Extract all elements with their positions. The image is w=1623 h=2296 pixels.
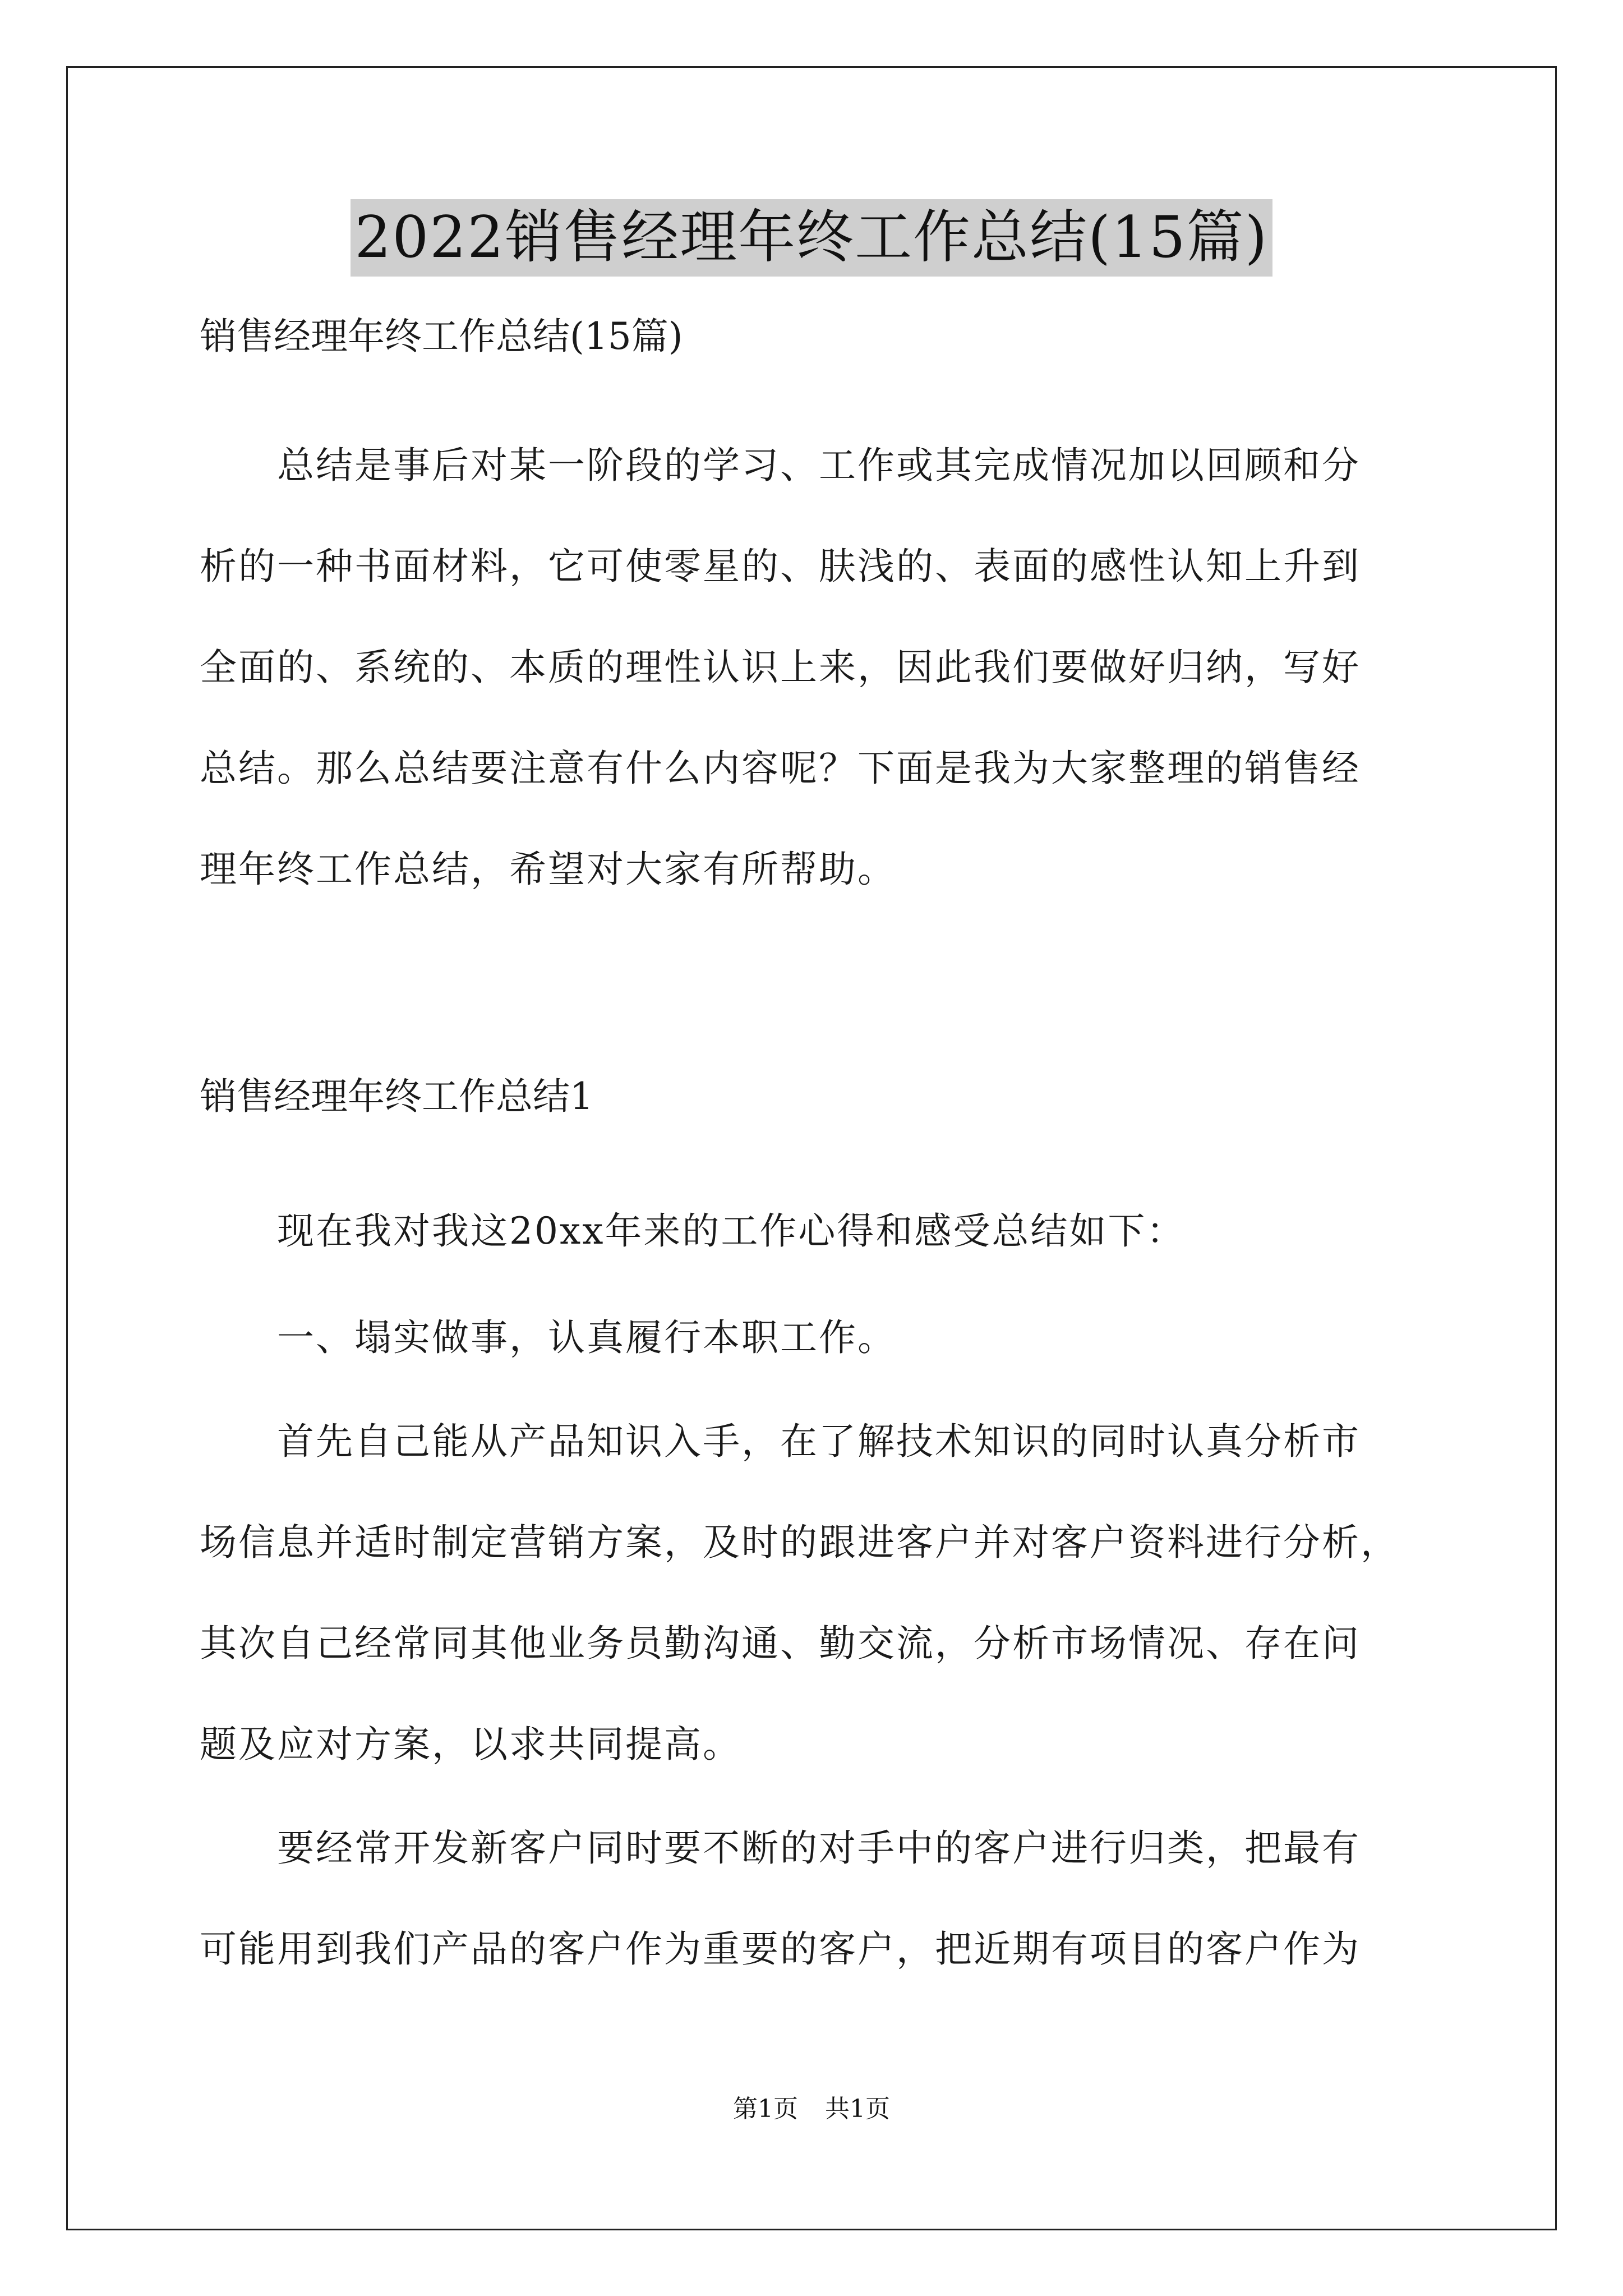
page-number: 第1页 xyxy=(733,2095,798,2123)
body-line: 其次自己经常同其他业务员勤沟通、勤交流，分析市场情况、存在问 xyxy=(200,1622,1361,1665)
page-border xyxy=(66,66,1557,2230)
intro-line: 理年终工作总结，希望对大家有所帮助。 xyxy=(200,848,896,891)
intro-line: 析的一种书面材料，它可使零星的、肤浅的、表面的感性认知上升到 xyxy=(200,545,1361,588)
intro-line: 总结是事后对某一阶段的学习、工作或其完成情况加以回顾和分 xyxy=(200,444,1361,487)
body-line: 首先自己能从产品知识入手，在了解技术知识的同时认真分析市 xyxy=(200,1420,1361,1463)
body-line: 要经常开发新客户同时要不断的对手中的客户进行归类，把最有 xyxy=(200,1826,1361,1870)
body-line: 场信息并适时制定营销方案，及时的跟进客户并对客户资料进行分析， xyxy=(200,1521,1399,1564)
page-footer xyxy=(0,2092,1623,2126)
body-line: 现在我对我这20xx年来的工作心得和感受总结如下： xyxy=(200,1209,1186,1253)
document-subtitle: 销售经理年终工作总结(15篇) xyxy=(200,315,683,358)
page-total: 共1页 xyxy=(825,2095,890,2123)
body-line: 可能用到我们产品的客户作为重要的客户，把近期有项目的客户作为 xyxy=(200,1927,1361,1971)
body-line: 题及应对方案，以求共同提高。 xyxy=(200,1723,741,1766)
intro-line: 全面的、系统的、本质的理性认识上来，因此我们要做好归纳，写好 xyxy=(200,646,1361,689)
section-heading: 销售经理年终工作总结1 xyxy=(200,1075,593,1118)
title-container xyxy=(0,199,1623,277)
body-line: 一、塌实做事，认真履行本职工作。 xyxy=(200,1316,896,1359)
intro-line: 总结。那么总结要注意有什么内容呢？下面是我为大家整理的销售经 xyxy=(200,747,1361,790)
document-title: 2022销售经理年终工作总结(15篇) xyxy=(351,199,1273,277)
